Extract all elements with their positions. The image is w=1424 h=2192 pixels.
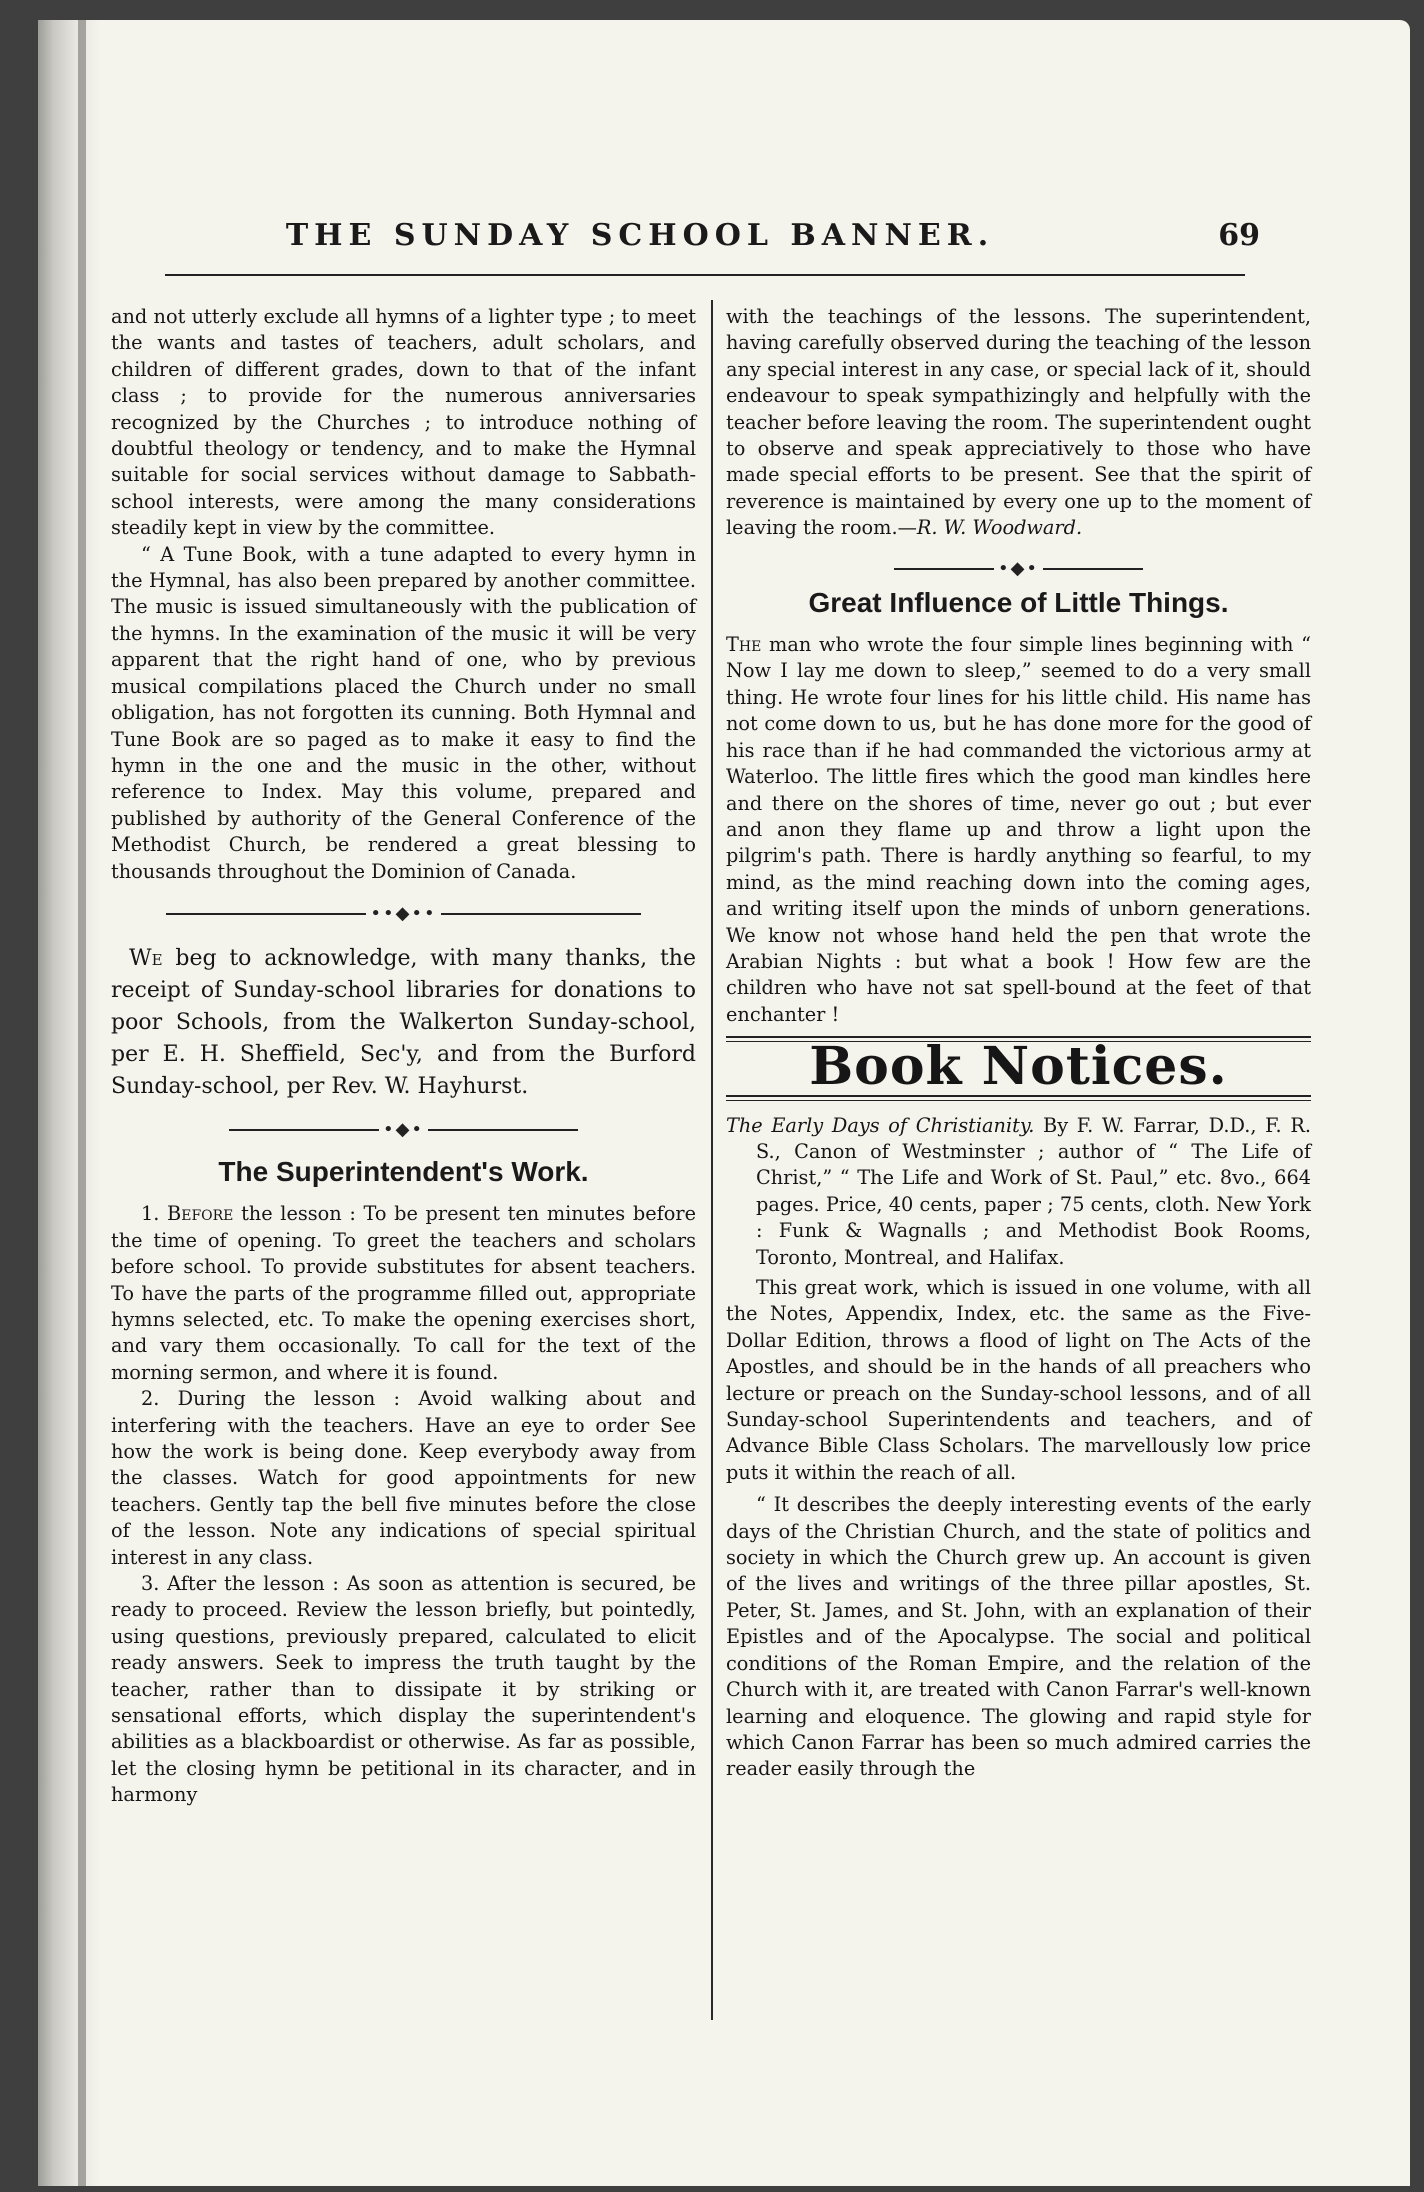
paragraph: “ It describes the deeply interesting events of the early days of the Christian Church, and the state of politics and society in which the Church grew up. An account is given of the lives and writings of the three pillar apostles, St. Peter, St. James, and St. John, with an explanation of their Epistles and of the Apocalypse. The social and political conditions of the Roman Empire, and the relation of the Church with it, are treated with Canon Farrar's well-known learning and eloquence. The glowing and rapid style for which Canon Farrar has been so much admired carries the reader easily through the bbox=[726, 1493, 1311, 1781]
right-column bbox=[726, 304, 1311, 1783]
lead-word: We bbox=[129, 945, 163, 971]
ornament-line bbox=[166, 913, 366, 915]
book-title: The Early Days of Christianity. bbox=[726, 1113, 1035, 1137]
acknowledgement-paragraph bbox=[111, 943, 696, 1103]
ornament-line bbox=[1043, 568, 1143, 570]
ornament-divider bbox=[111, 893, 696, 933]
paragraph: 2. During the lesson : Avoid walking about and interfering with the teachers. Have an eye to order See how the work is being done. Keep everybody away from the classes. Watch for good appointments for new teachers. Gently tap the bell five minutes before the close of the lesson. Note any indications of special spiritual interest in any class. bbox=[111, 1387, 696, 1569]
paragraph bbox=[111, 1201, 696, 1386]
ornament-glyph: ••◆•• bbox=[370, 902, 437, 924]
attribution: R. W. Woodward. bbox=[916, 516, 1083, 540]
paragraph-text: beg to acknowledge, with many thanks, the receipt of Sunday-school libraries for donations to poor Schools, from the Walkerton Sunday-school, per E. H. Sheffield, Sec'y, and from the Burford Sunday-school, per Rev. W. Hayhurst. bbox=[111, 945, 696, 1099]
paragraph: “ A Tune Book, with a tune adapted to every hymn in the Hymnal, has also been prepared by another committee. The music is issued simultaneously with the publication of the hymns. In the examination of the music it will be very apparent that the right hand of one, who by previous musical compilations placed the Church under no small obligation, has not forgotten its cunning. Both Hymnal and Tune Book are so paged as to make it easy to find the hymn in the one and the music in the other, without reference to Index. May this volume, prepared and published by authority of the General Conference of the Methodist Church, be rendered a great blessing to thousands throughout the Dominion of Canada. bbox=[111, 542, 696, 883]
section-heading: Great Influence of Little Things. bbox=[808, 586, 1229, 618]
paragraph bbox=[726, 632, 1311, 1028]
paragraph-text: the lesson : To be present ten minutes before the time of opening. To greet the teachers and scholars before school. To provide substitutes for absent teachers. To have the parts of the programme filled out, appropriate hymns selected, etc. To make the opening exercises short, and vary them occasionally. To call for the text of the morning sermon, and where it is found. bbox=[111, 1202, 696, 1384]
running-title: THE SUNDAY SCHOOL BANNER. bbox=[285, 218, 995, 253]
book-entry bbox=[726, 1113, 1311, 1271]
left-column bbox=[111, 304, 696, 1809]
ornament-divider bbox=[111, 1109, 696, 1149]
paragraph-text: man who wrote the four simple lines beginning with “ Now I lay me down to sleep,” seemed to do a very small thing. He wrote four lines for his little child. His name has not come down to us, but he has done more for the good of his race than if he had commanded the victorious army at Waterloo. The little fires which the good man kindles here and there on the shores of time, never go out ; but ever and anon they flame up and throw a light upon the pilgrim's path. There is hardly anything so fearful, to my mind, as the mind reaching down into the coming ages, and writing itself upon the minds of unborn generations. We know not whose hand held the pen that wrote the Arabian Nights : but what a book ! How few are the children who have not sat spell-bound at the feet of that enchanter ! bbox=[726, 633, 1311, 1026]
book-notices-heading: Book Notices. bbox=[809, 1036, 1228, 1098]
book-entry-text: By F. W. Farrar, D.D., F. R. S., Canon of Westminster ; author of “ The Life of Christ,” “ The Life and Work of St. Paul,” etc. 8vo., 664 pages. Price, 40 cents, paper ; 75 cents, cloth. New York : Funk & Wagnalls ; and Methodist Book Rooms, Toronto, Montreal, and Halifax. bbox=[756, 1113, 1311, 1269]
section-heading: The Superintendent's Work. bbox=[218, 1155, 589, 1187]
lead-word: The bbox=[726, 633, 762, 657]
running-header bbox=[160, 218, 1260, 266]
ornament-line bbox=[441, 913, 641, 915]
ornament-line bbox=[428, 1129, 578, 1131]
paragraph: and not utterly exclude all hymns of a lighter type ; to meet the wants and tastes of teachers, adult scholars, and children of different grades, down to that of the infant class ; to provide for the numerous anniversaries recognized by the Churches ; to introduce nothing of doubtful theology or tendency, and to make the Hymnal suitable for social services without damage to Sabbath-school interests, were among the many considerations steadily kept in view by the committee. bbox=[111, 305, 696, 540]
paragraph bbox=[726, 304, 1311, 542]
page-number: 69 bbox=[1218, 218, 1260, 253]
column-divider bbox=[711, 300, 713, 2020]
lead-word: 1. Before bbox=[141, 1202, 234, 1226]
header-rule bbox=[165, 274, 1245, 276]
paragraph: 3. After the lesson : As soon as attention is secured, be ready to proceed. Review the lesson briefly, but pointedly, using questions, previously prepared, calculated to elicit ready answers. Seek to impress the truth taught by the teacher, rather than to dissipate it by striking or sensational efforts, which display the superintendent's abilities as a blackboardist or otherwise. As far as possible, let the closing hymn be petitional in its character, and in harmony bbox=[111, 1572, 696, 1807]
ornament-line bbox=[894, 568, 994, 570]
paragraph: This great work, which is issued in one volume, with all the Notes, Appendix, Index, etc. the same as the Five-Dollar Edition, throws a flood of light on The Acts of the Apostles, and should be in the hands of all preachers who lecture or preach on the Sunday-school lessons, and of all Sunday-school Superintendents and teachers, and of Advance Bible Class Scholars. The marvellously low price puts it within the reach of all. bbox=[726, 1276, 1311, 1484]
ornament-glyph: •◆• bbox=[382, 1118, 425, 1140]
paragraph-text: with the teachings of the lessons. The superintendent, having carefully observed during the teaching of the lesson any special interest in any case, or special lack of it, should endeavour to speak sympathizingly and helpfully with the teacher before leaving the room. The superintendent ought to observe and speak appreciatively to those who have made special efforts to be present. See that the spirit of reverence is maintained by every one up to the moment of leaving the room.— bbox=[726, 305, 1311, 540]
book-spine-shadow bbox=[38, 20, 100, 2186]
ornament-line bbox=[229, 1129, 379, 1131]
ornament-glyph: •◆• bbox=[997, 557, 1040, 579]
ornament-divider bbox=[726, 548, 1311, 588]
binding-edge bbox=[78, 20, 86, 2186]
